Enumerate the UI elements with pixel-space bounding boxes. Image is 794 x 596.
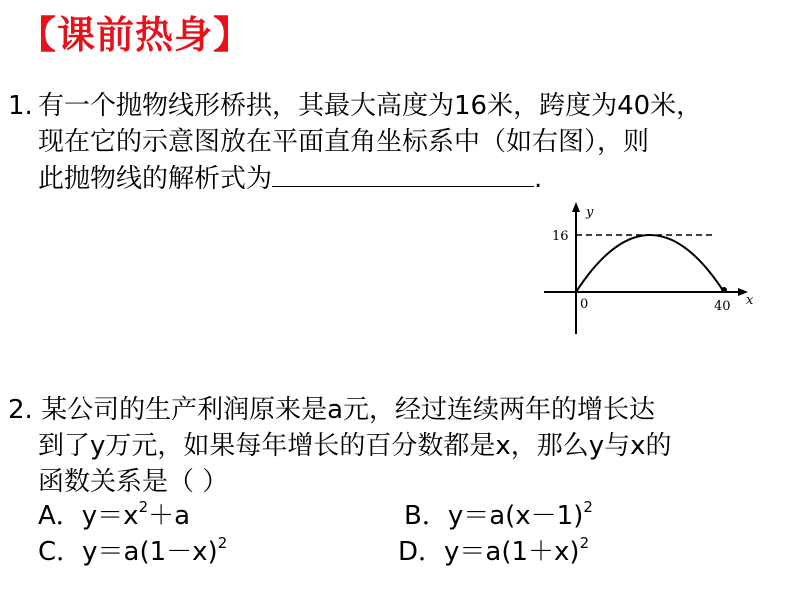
option-d[interactable]: D．$y=a(1+x)^2$ [398,534,590,567]
x-axis-label: x [746,293,754,308]
question-2-number: 2. [8,395,33,425]
parabola-curve [576,235,724,292]
origin-label: 0 [580,297,589,312]
answer-blank[interactable] [272,160,534,187]
span-label: 40 [714,299,731,314]
question-1-line-3: 此抛物线的解析式为 [38,164,273,194]
y-axis-arrow [572,202,580,212]
question-2-line-2: 到了y万元，如果每年增长的百分数都是x，那么y与x的 [38,431,672,461]
question-1-line-1: 有一个抛物线形桥拱，其最大高度为16米，跨度为40米， [38,91,703,121]
option-a[interactable]: A．$y=x^2+a$ [38,498,191,531]
question-2-line-3: 函数关系是（ ） [38,467,229,497]
option-b[interactable]: B．$y=a(x-1)^2$ [404,498,593,531]
question-2-line-1: 某公司的生产利润原来是a元，经过连续两年的增长达 [32,395,656,425]
y-axis-label: y [586,205,594,220]
question-2 [8,392,672,500]
endpoint-dot [721,287,727,293]
option-c[interactable]: C．$y=a(1-x)^2$ [38,534,228,567]
question-1 [8,88,702,197]
question-1-period: . [534,164,543,194]
parabola-graph [540,200,760,340]
question-1-line-2: 现在它的示意图放在平面直角坐标系中（如右图），则 [38,127,650,157]
height-label: 16 [552,229,569,244]
section-heading: 【课前热身】 [18,13,253,57]
question-1-number: 1. [8,91,33,121]
